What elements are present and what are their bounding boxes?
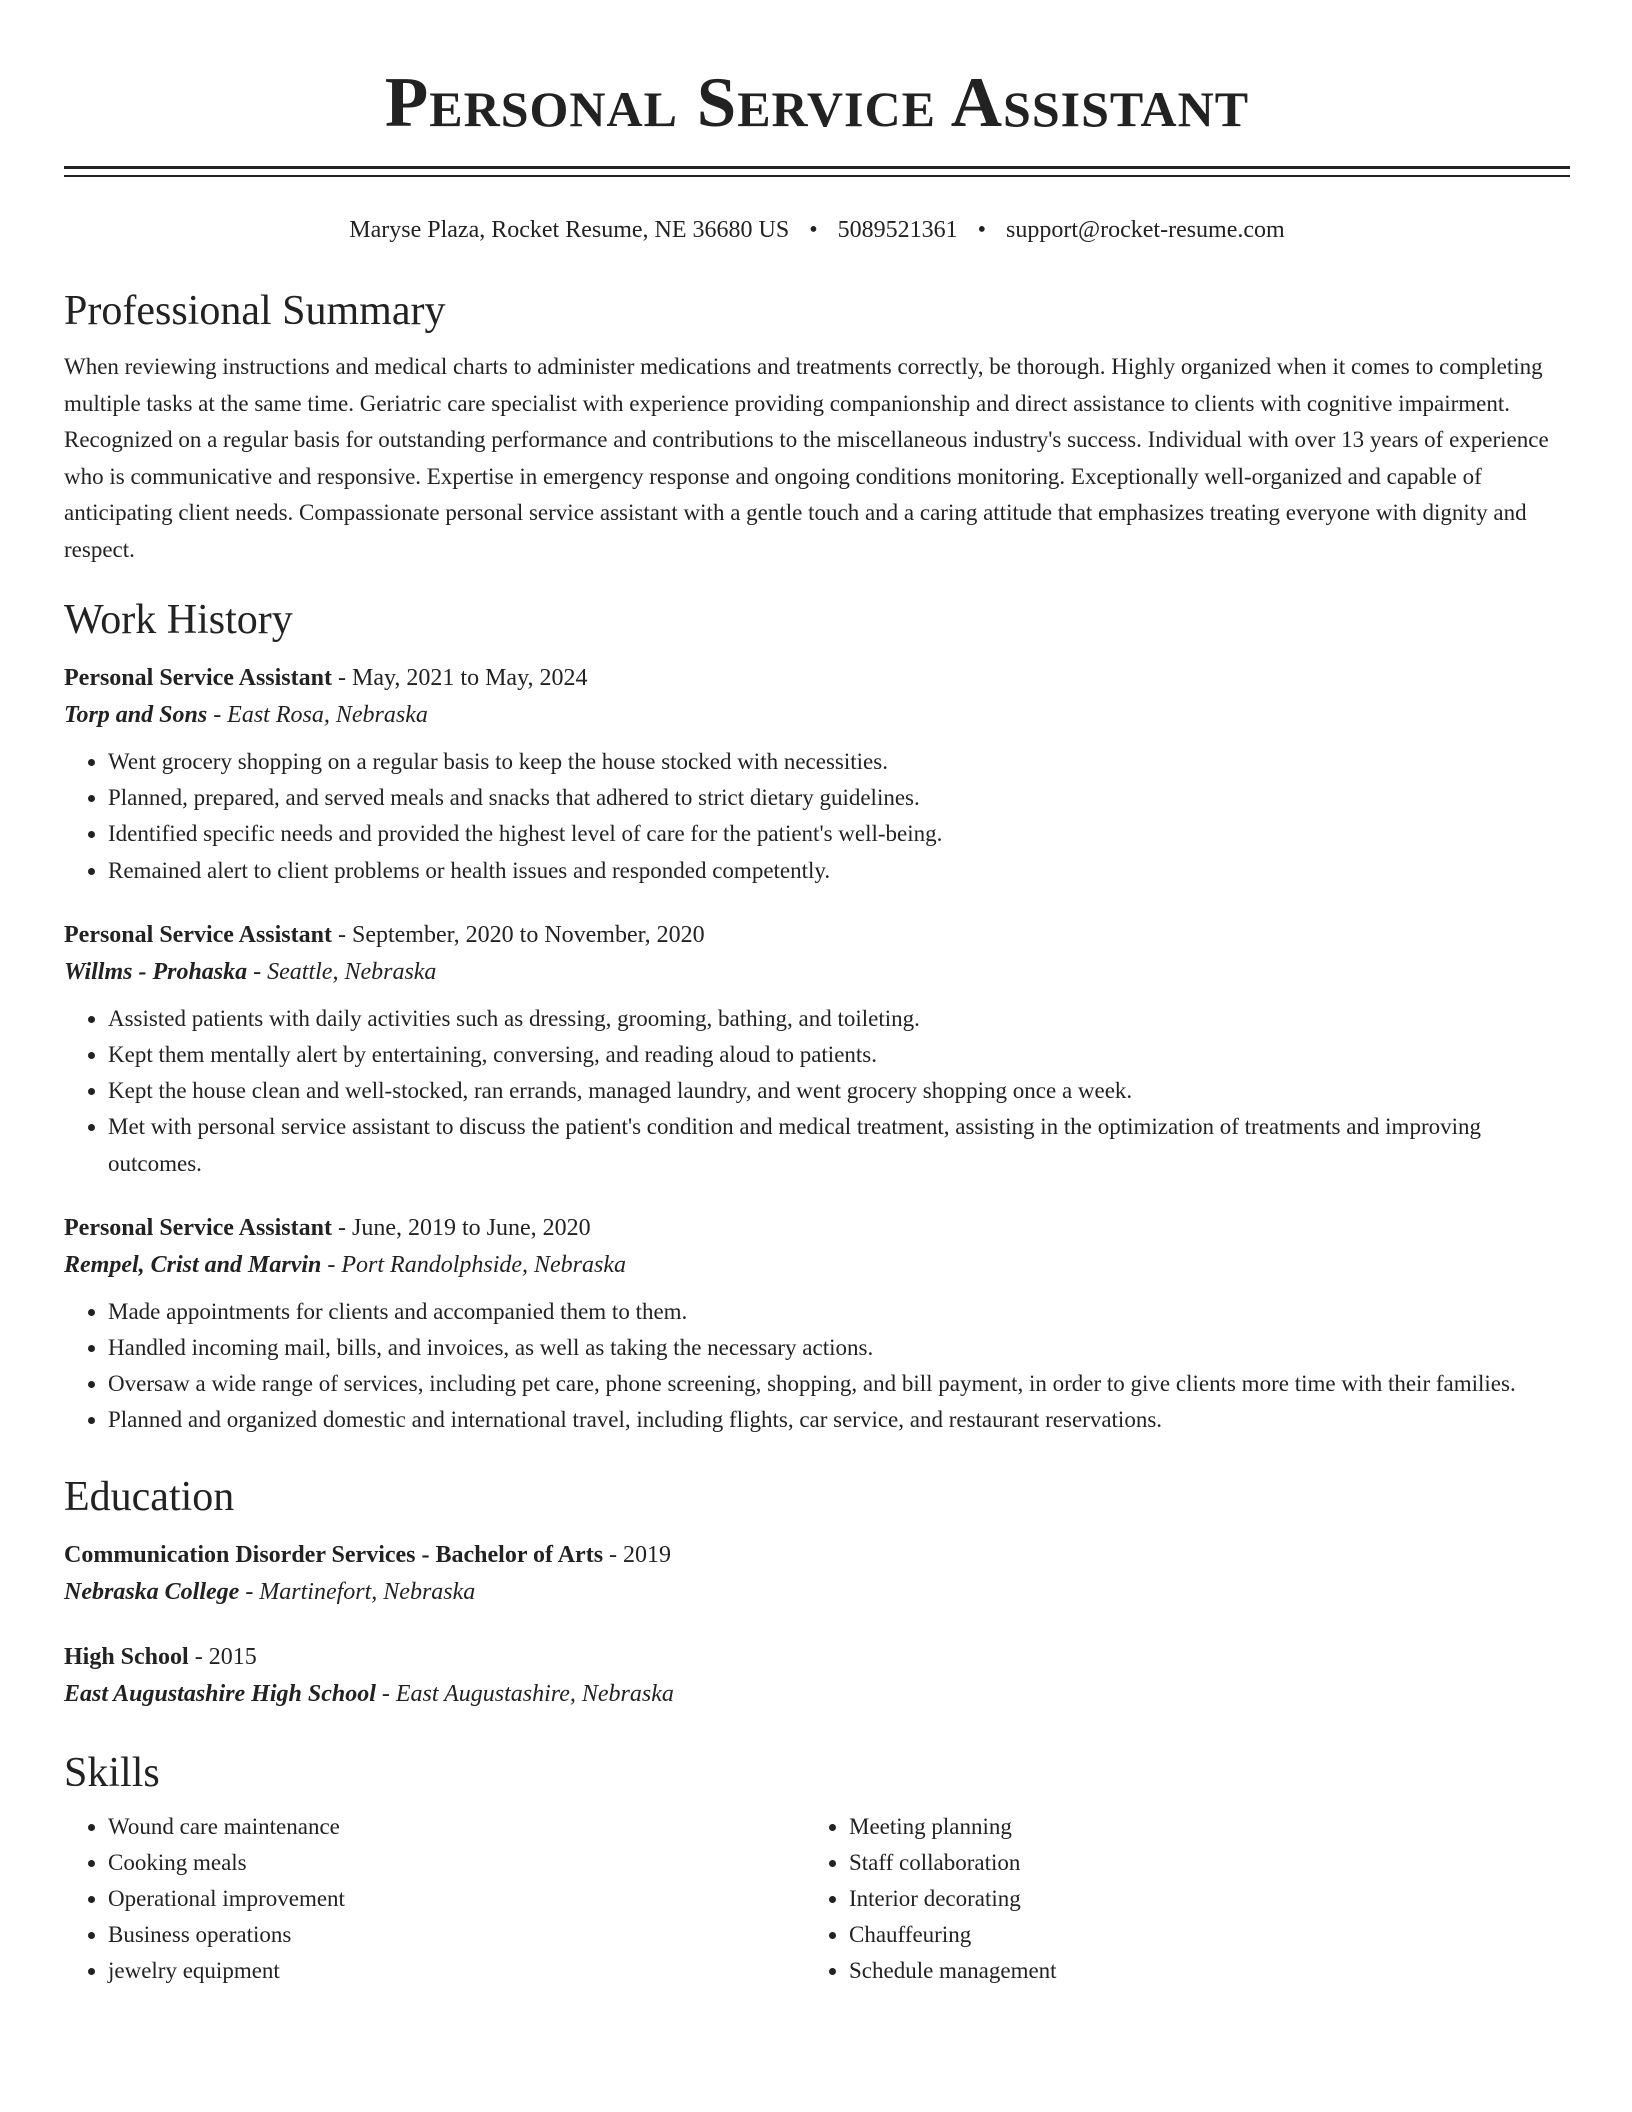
job-bullet: • Handled incoming mail, bills, and invoices, as well as taking the necessary actions. (108, 1330, 1570, 1366)
skill-item: • Cooking meals (108, 1845, 805, 1881)
job-dates: - May, 2021 to May, 2024 (331, 665, 588, 691)
degree-year: - 2019 (603, 1541, 672, 1568)
job-title: Personal Service Assistant (64, 665, 332, 691)
job-bullet: • Kept them mentally alert by entertaining, conversing, and reading aloud to patients. (108, 1037, 1570, 1073)
job-bullet: • Planned and organized domestic and international travel, including flights, car service, and restaurant reservations. (108, 1402, 1570, 1438)
school-location: - East Augustashire, Nebraska (375, 1680, 674, 1707)
skill-item: • Interior decorating (849, 1881, 1546, 1917)
job-title-line (64, 660, 1570, 696)
contact-separator: • (977, 217, 987, 243)
job-entry (64, 917, 1570, 1182)
job-company: Torp and Sons (64, 702, 208, 728)
degree-line (64, 1537, 1570, 1573)
school-line (64, 1675, 1570, 1713)
job-bullet: • Oversaw a wide range of services, including pet care, phone screening, shopping, and bill payment, in order to give clients more time with their families. (108, 1366, 1570, 1402)
job-dates: - September, 2020 to November, 2020 (331, 921, 705, 948)
job-location: - East Rosa, Nebraska (207, 702, 428, 728)
skill-item: • Operational improvement (108, 1881, 805, 1917)
job-title-line (64, 1210, 1570, 1246)
degree: Communication Disorder Services - Bachelor of Arts (64, 1541, 604, 1568)
skills-grid (64, 1809, 1570, 1990)
job-bullet: • Remained alert to client problems or health issues and responded competently. (108, 853, 1570, 889)
contact-email: support@rocket-resume.com (1006, 217, 1285, 243)
job-company-line (64, 1246, 1570, 1284)
job-location: - Seattle, Nebraska (247, 958, 437, 985)
skill-item: • Staff collaboration (849, 1845, 1546, 1881)
job-title-line (64, 917, 1570, 953)
summary-text: When reviewing instructions and medical charts to administer medications and treatments correctly, be thorough. Highly organized when it comes to completing multiple tasks at the same time. Geriatric care specialist with experience providing companionship and direct assistance to clients with cognitive impairment. Recognized on a regular basis for outstanding performance and contributions to the miscellaneous industry's success. Individual with over 13 years of experience who is communicative and responsive. Expertise in emergency response and ongoing conditions monitoring. Exceptionally well-organized and capable of anticipating client needs. Compassionate personal service assistant with a gentle touch and a caring attitude that emphasizes treating everyone with dignity and respect. (64, 354, 1549, 562)
job-company: Willms - Prohaska (64, 958, 248, 985)
job-entry (64, 660, 1570, 889)
job-entry (64, 1210, 1570, 1439)
title-divider-thick (64, 166, 1570, 169)
skill-item: • Business operations (108, 1917, 805, 1953)
job-bullets (64, 1294, 1570, 1439)
degree: High School (64, 1643, 189, 1670)
job-title: Personal Service Assistant (64, 1214, 332, 1241)
school-name: East Augustashire High School (64, 1680, 376, 1707)
skill-item: • jewelry equipment (108, 1953, 805, 1989)
contact-phone: 5089521361 (837, 217, 958, 243)
resume-page (64, 0, 1570, 1990)
work-history-heading: Work History (64, 597, 293, 643)
job-company-line (64, 696, 1570, 734)
contact-separator: • (809, 217, 818, 243)
job-bullets (64, 1001, 1570, 1182)
school-line (64, 1573, 1570, 1611)
job-dates: - June, 2019 to June, 2020 (331, 1214, 591, 1241)
school-location: - Martinefort, Nebraska (239, 1578, 476, 1605)
degree-line (64, 1639, 1570, 1675)
job-bullet: • Identified specific needs and provided the highest level of care for the patient's well-being. (108, 816, 1570, 852)
job-company: Rempel, Crist and Marvin (64, 1251, 322, 1278)
job-bullet: • Kept the house clean and well-stocked, ran errands, managed laundry, and went grocery shopping once a week. (108, 1073, 1570, 1109)
skills-right-column (805, 1809, 1546, 1990)
education-heading: Education (64, 1473, 235, 1520)
education-entry (64, 1639, 1570, 1713)
job-bullet: • Planned, prepared, and served meals and snacks that adhered to strict dietary guidelines. (108, 780, 1570, 816)
skill-item: • Meeting planning (849, 1809, 1546, 1845)
skills-heading: Skills (64, 1749, 160, 1796)
job-title: Personal Service Assistant (64, 921, 332, 948)
job-bullet: • Made appointments for clients and accompanied them to them. (108, 1294, 1570, 1330)
job-bullet: • Went grocery shopping on a regular basis to keep the house stocked with necessities. (108, 744, 1570, 780)
skill-item: • Schedule management (849, 1953, 1546, 1989)
education-entry (64, 1537, 1570, 1611)
skill-item: • Chauffeuring (849, 1917, 1546, 1953)
contact-address: Maryse Plaza, Rocket Resume, NE 36680 US (349, 217, 790, 243)
resume-title: Personal Service Assistant (384, 64, 1250, 142)
job-bullets (64, 744, 1570, 889)
job-company-line (64, 953, 1570, 991)
summary-heading: Professional Summary (64, 288, 446, 334)
skill-item: • Wound care maintenance (108, 1809, 805, 1845)
contact-line (64, 213, 1570, 247)
job-location: - Port Randolphside, Nebraska (321, 1251, 627, 1278)
skills-left-column (64, 1809, 805, 1990)
job-bullet: • Met with personal service assistant to discuss the patient's condition and medical treatment, assisting in the optimization of treatments and improving outcomes. (108, 1109, 1570, 1181)
title-divider-thin (64, 175, 1570, 177)
degree-year: - 2015 (188, 1643, 257, 1670)
job-bullet: • Assisted patients with daily activities such as dressing, grooming, bathing, and toileting. (108, 1001, 1570, 1037)
school-name: Nebraska College (64, 1578, 240, 1605)
